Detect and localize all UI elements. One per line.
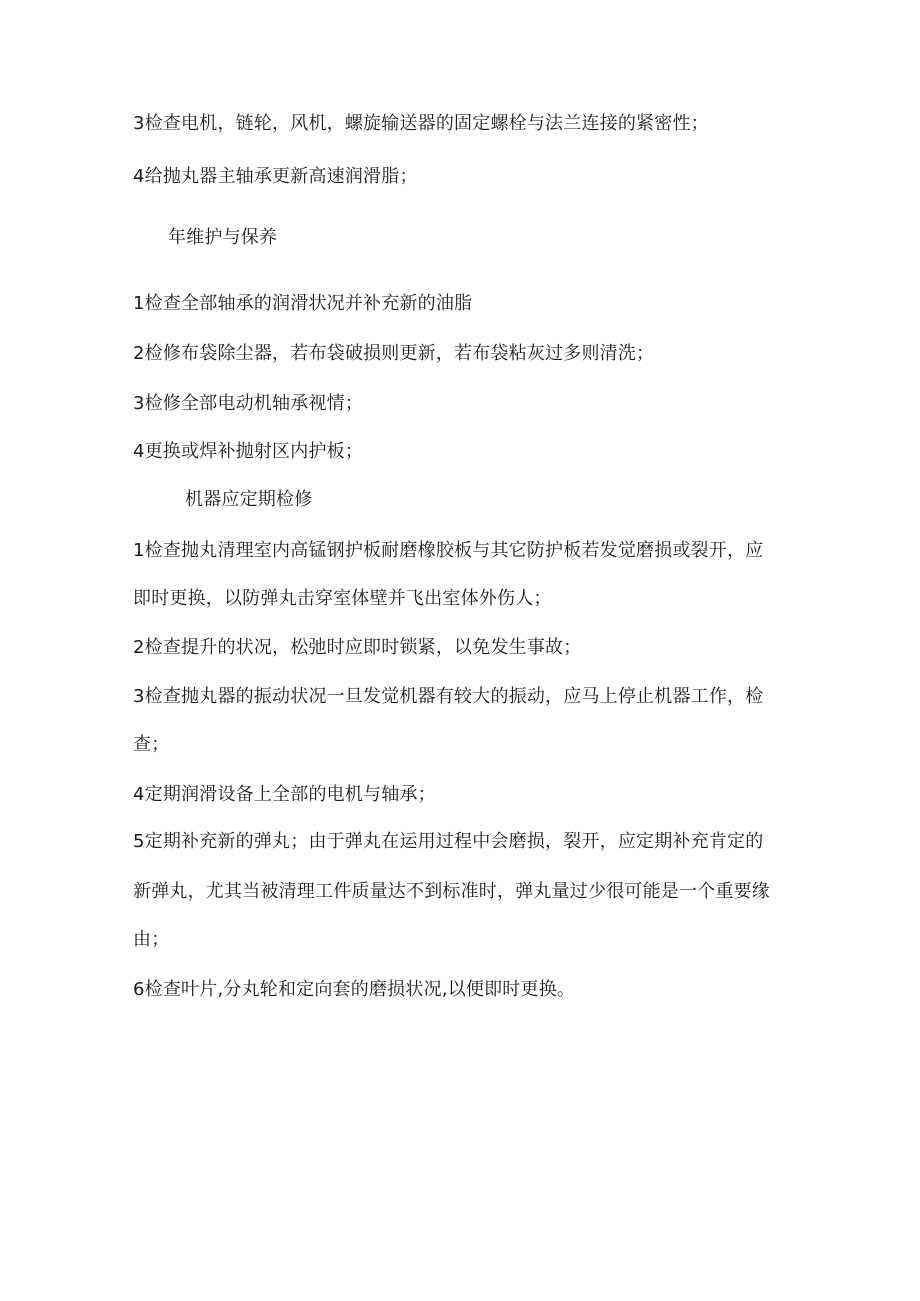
list-item-continuation: 由； [133,929,170,950]
list-item: 3检查电机，链轮，风机，螺旋输送器的固定螺栓与法兰连接的紧密性； [133,113,709,134]
list-item: 4定期润滑设备上全部的电机与轴承； [133,784,436,805]
list-item: 4更换或焊补抛射区内护板； [133,441,364,462]
list-item: 1检查全部轴承的润滑状况并补充新的油脂 [133,293,473,314]
list-item: 1检查抛丸清理室内高锰钢护板耐磨橡胶板与其它防护板若发觉磨损或裂开，应 [133,540,764,561]
list-item: 2检查提升的状况，松弛时应即时锁紧，以免发生事故； [133,637,582,658]
list-item: 3检查抛丸器的振动状况一旦发觉机器有较大的振动，应马上停止机器工作，检 [133,686,764,707]
list-item-continuation: 新弹丸，尤其当被清理工件质量达不到标准时，弹丸量过少很可能是一个重要缘 [133,881,770,902]
list-item: 3检修全部电动机轴承视情； [133,393,364,414]
list-item-continuation: 即时更换，以防弹丸击穿室体壁并飞出室体外伤人； [133,588,552,609]
list-item: 4给抛丸器主轴承更新高速润滑脂； [133,166,418,187]
section-heading: 年维护与保养 [168,227,278,248]
list-item: 6检查叶片,分丸轮和定向套的磨损状况,以便即时更换。 [133,979,576,1000]
list-item-continuation: 查； [133,734,170,755]
list-item: 2检修布袋除尘器，若布袋破损则更新，若布袋粘灰过多则清洗； [133,343,655,364]
section-heading: 机器应定期检修 [185,489,313,510]
list-item: 5定期补充新的弹丸；由于弹丸在运用过程中会磨损，裂开，应定期补充肯定的 [133,831,764,852]
